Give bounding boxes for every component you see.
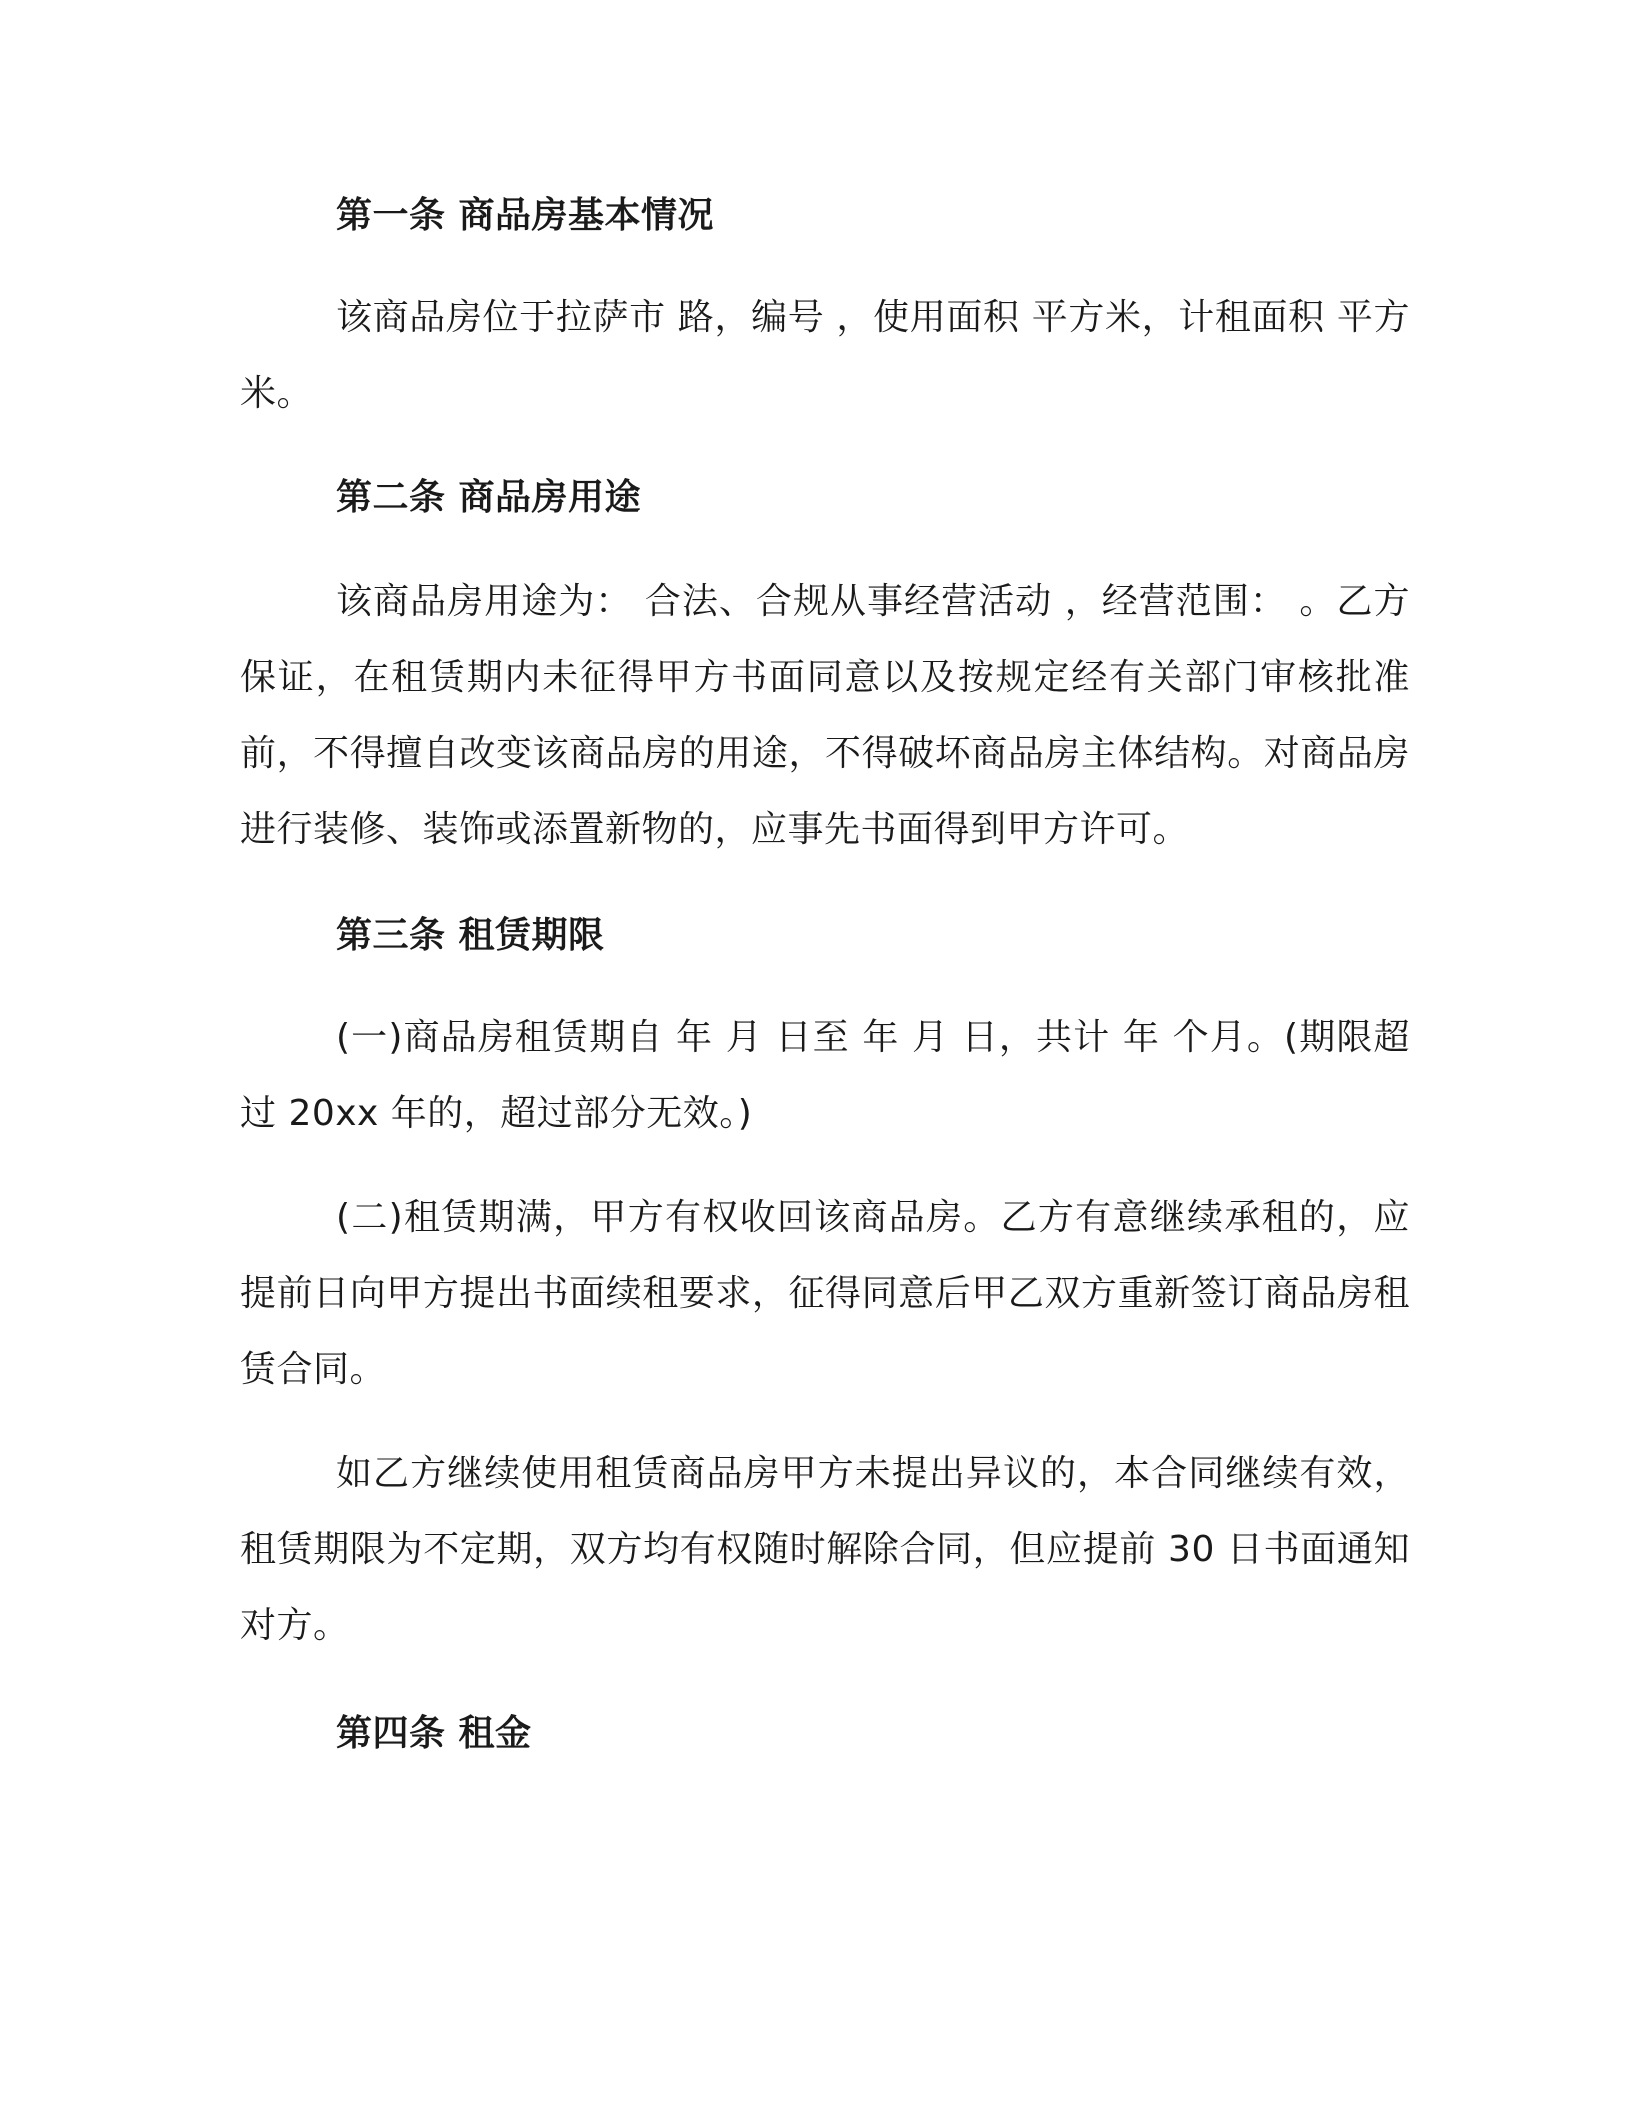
article-3-paragraph-2: (二)租赁期满，甲方有权收回该商品房。乙方有意继续承租的，应提前日向甲方提出书面续租要求，征得同意后甲乙双方重新签订商品房租赁合同。 — [240, 1197, 1410, 1390]
article-3-paragraph-1: (一)商品房租赁期自 年 月 日至 年 月 日，共计 年 个月。(期限超过 20xx 年的，超过部分无效。) — [240, 1017, 1410, 1134]
article-4-heading: 第四条 租金 — [336, 1713, 532, 1754]
article-2-heading: 第二条 商品房用途 — [336, 477, 642, 518]
article-3-heading: 第三条 租赁期限 — [336, 915, 605, 956]
article-1-heading: 第一条 商品房基本情况 — [336, 195, 715, 236]
article-1-paragraph-1: 该商品房位于拉萨市 路，编号 ，使用面积 平方米，计租面积 平方米。 — [240, 297, 1410, 414]
article-3-paragraph-3: 如乙方继续使用租赁商品房甲方未提出异议的，本合同继续有效，租赁期限为不定期，双方均有权随时解除合同，但应提前 30 日书面通知对方。 — [240, 1453, 1410, 1646]
article-2-paragraph-1: 该商品房用途为： 合法、合规从事经营活动 ，经营范围： 。乙方保证，在租赁期内未征得甲方书面同意以及按规定经有关部门审核批准前，不得擅自改变该商品房的用途，不得破坏商品房主体结构。对商品房进行装修、装饰或添置新物的，应事先书面得到甲方许可。 — [240, 581, 1410, 850]
